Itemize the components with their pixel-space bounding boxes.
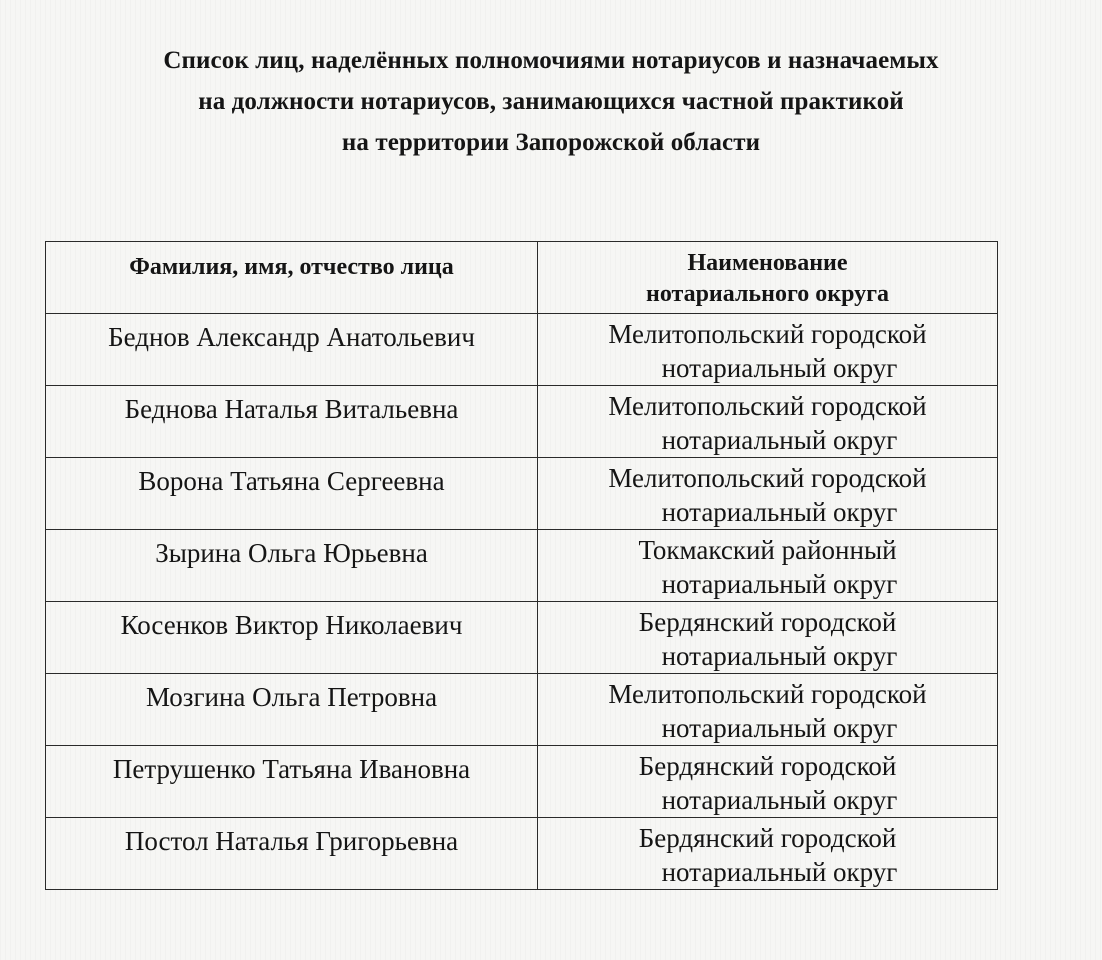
table-row — [46, 314, 998, 386]
district-line: нотариальный округ — [661, 353, 898, 383]
table-row — [46, 746, 998, 818]
district-line: нотариальный округ — [661, 569, 898, 599]
district-cell — [538, 314, 998, 386]
table-row — [46, 602, 998, 674]
header-district — [538, 242, 998, 314]
header-name-label: Фамилия, имя, отчество лица — [129, 254, 454, 280]
district-line: Бердянский городской — [638, 607, 897, 637]
district-line: Бердянский городской — [638, 751, 897, 781]
district-cell — [538, 458, 998, 530]
table-row — [46, 818, 998, 890]
table-row — [46, 458, 998, 530]
table-row — [46, 530, 998, 602]
name-cell: Постол Наталья Григорьевна — [46, 818, 538, 890]
table-row — [46, 386, 998, 458]
district-line: нотариальный округ — [661, 497, 898, 527]
district-line: нотариальный округ — [661, 713, 898, 743]
district-line: нотариальный округ — [661, 641, 898, 671]
district-line: нотариальный округ — [661, 857, 898, 887]
district-cell — [538, 602, 998, 674]
table-row — [46, 674, 998, 746]
title-line: на должности нотариусов, занимающихся частной практикой — [198, 88, 904, 115]
district-cell — [538, 530, 998, 602]
name-cell: Беднова Наталья Витальевна — [46, 386, 538, 458]
district-cell — [538, 746, 998, 818]
district-line: Мелитопольский городской — [608, 679, 927, 709]
district-line: Мелитопольский городской — [608, 463, 927, 493]
district-line: Бердянский городской — [638, 823, 897, 853]
title-line: Список лиц, наделённых полномочиями нотариусов и назначаемых — [163, 47, 939, 74]
header-district-line: нотариального округа — [645, 281, 890, 307]
district-line: Мелитопольский городской — [608, 391, 927, 421]
name-cell: Мозгина Ольга Петровна — [46, 674, 538, 746]
district-line: нотариальный округ — [661, 425, 898, 455]
name-cell: Зырина Ольга Юрьевна — [46, 530, 538, 602]
name-cell: Косенков Виктор Николаевич — [46, 602, 538, 674]
district-cell — [538, 386, 998, 458]
document-title — [30, 40, 1072, 163]
header-district-line: Наименование — [687, 250, 848, 276]
table-header-row — [46, 242, 998, 314]
table-body — [46, 314, 998, 890]
name-cell: Беднов Александр Анатольевич — [46, 314, 538, 386]
district-line: Мелитопольский городской — [608, 319, 927, 349]
district-line: нотариальный округ — [661, 785, 898, 815]
district-line: Токмакский районный — [638, 535, 897, 565]
header-name — [46, 242, 538, 314]
notary-table — [45, 241, 998, 890]
name-cell: Петрушенко Татьяна Ивановна — [46, 746, 538, 818]
name-cell: Ворона Татьяна Сергеевна — [46, 458, 538, 530]
district-cell — [538, 818, 998, 890]
title-line: на территории Запорожской области — [341, 129, 761, 156]
district-cell — [538, 674, 998, 746]
